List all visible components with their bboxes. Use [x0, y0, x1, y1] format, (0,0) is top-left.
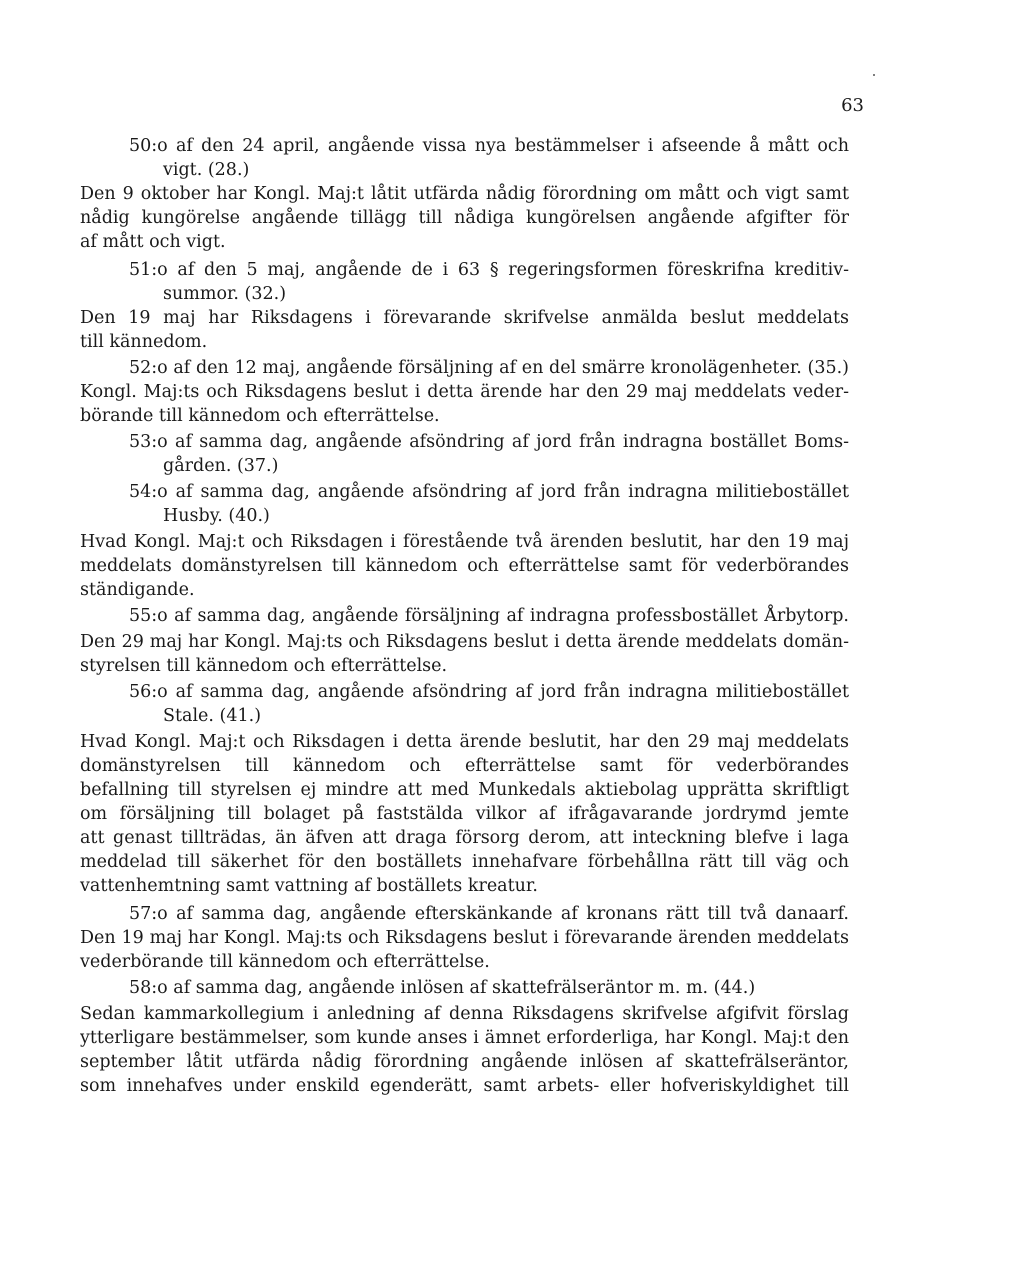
item-56-body: meddelad till säkerhet för den boställets innehafvare förbehållna rätt till väg och — [80, 852, 849, 872]
item-50-body: Den 9 oktober har Kongl. Maj:t låtit utfärda nådig förordning om mått och vigt samt — [80, 184, 849, 204]
item-56-body: Hvad Kongl. Maj:t och Riksdagen i detta ärende beslutit, har den 29 maj meddelats — [80, 732, 849, 752]
item-50-body: nådig kungörelse angående tillägg till nådiga kungörelsen angående afgifter för — [80, 208, 849, 228]
item-51-heading-cont: summor. (32.) — [163, 284, 287, 304]
item-52-body: börande till kännedom och efterrättelse. — [80, 406, 440, 426]
item-53-heading-cont: gården. (37.) — [163, 456, 279, 476]
item-56-heading: 56:o af samma dag, angående afsöndring af jord från indragna militiebostället — [129, 682, 849, 702]
item-51-body: till kännedom. — [80, 332, 208, 352]
item-52-heading: 52:o af den 12 maj, angående försäljning af en del smärre kronolägenheter. (35.) — [129, 358, 849, 378]
item-56-body: att genast tillträdas, än äfven att draga försorg derom, att inteckning blefve i laga — [80, 828, 849, 848]
item-58-body: september låtit utfärda nådig förordning angående inlösen af skattefrälseräntor, — [80, 1052, 849, 1072]
item-51-heading: 51:o af den 5 maj, angående de i 63 § regeringsformen föreskrifna kreditiv- — [129, 260, 849, 280]
item-58-body: ytterligare bestämmelser, som kunde anses i ämnet erforderliga, har Kongl. Maj:t den — [80, 1028, 849, 1048]
item-50-heading-cont: vigt. (28.) — [163, 160, 250, 180]
item-56-body: vattenhemtning samt vattning af boställets kreatur. — [80, 876, 538, 896]
item-51-body: Den 19 maj har Riksdagens i förevarande skrifvelse anmälda beslut meddelats — [80, 308, 849, 328]
scan-speck — [873, 74, 875, 76]
item-57-body: Den 19 maj har Kongl. Maj:ts och Riksdagens beslut i förevarande ärenden meddelats — [80, 928, 849, 948]
item-56-heading-cont: Stale. (41.) — [163, 706, 262, 726]
item-56-body: befallning till styrelsen ej mindre att med Munkedals aktiebolag upprätta skriftligt — [80, 780, 849, 800]
item-57-heading: 57:o af samma dag, angående efterskänkande af kronans rätt till två danaarf. — [129, 904, 849, 924]
item-55-body: styrelsen till kännedom och efterrättelse. — [80, 656, 448, 676]
item-53-heading: 53:o af samma dag, angående afsöndring af jord från indragna bostället Boms- — [129, 432, 849, 452]
items-53-54-body: ständigande. — [80, 580, 195, 600]
item-55-body: Den 29 maj har Kongl. Maj:ts och Riksdagens beslut i detta ärende meddelats domän- — [80, 632, 849, 652]
item-57-body: vederbörande till kännedom och efterrättelse. — [80, 952, 490, 972]
item-50-heading: 50:o af den 24 april, angående vissa nya bestämmelser i afseende å mått och — [129, 136, 849, 156]
item-52-body: Kongl. Maj:ts och Riksdagens beslut i detta ärende har den 29 maj meddelats veder- — [80, 382, 849, 402]
item-50-body: af mått och vigt. — [80, 232, 226, 252]
item-56-body: domänstyrelsen till kännedom och efterrättelse samt för vederbörandes — [80, 756, 849, 776]
item-54-heading: 54:o af samma dag, angående afsöndring af jord från indragna militiebostället — [129, 482, 849, 502]
item-58-heading: 58:o af samma dag, angående inlösen af skattefrälseräntor m. m. (44.) — [129, 978, 756, 998]
item-58-body: som innehafves under enskild egenderätt, samt arbets- eller hofveriskyldighet till — [80, 1076, 849, 1096]
items-53-54-body: meddelats domänstyrelsen till kännedom och efterrättelse samt för vederbörandes — [80, 556, 849, 576]
item-58-body: Sedan kammarkollegium i anledning af denna Riksdagens skrifvelse afgifvit förslag — [80, 1004, 849, 1024]
items-53-54-body: Hvad Kongl. Maj:t och Riksdagen i förestående två ärenden beslutit, har den 19 maj — [80, 532, 849, 552]
item-56-body: om försäljning till bolaget på faststälda vilkor af ifrågavarande jordrymd jemte — [80, 804, 849, 824]
item-54-heading-cont: Husby. (40.) — [163, 506, 270, 526]
page-number: 63 — [841, 95, 864, 116]
item-55-heading: 55:o af samma dag, angående försäljning af indragna professbostället Årbytorp. — [129, 606, 849, 626]
